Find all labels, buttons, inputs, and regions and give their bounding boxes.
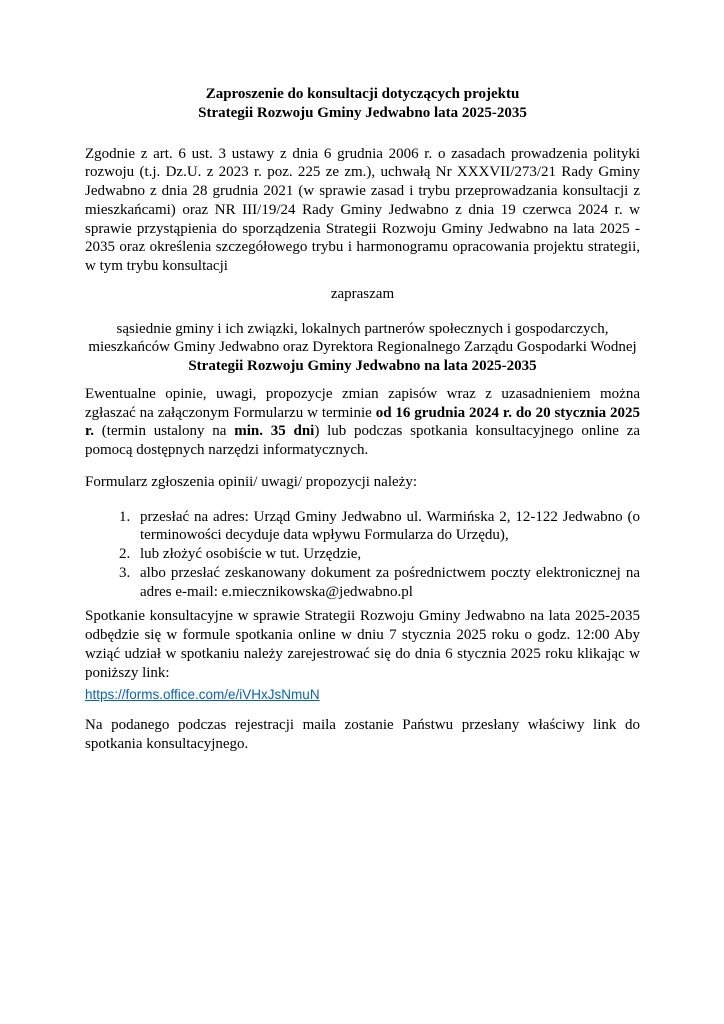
registration-link-line	[85, 686, 640, 704]
feedback-min-days: min. 35 dni	[234, 423, 315, 440]
submission-option-3-text: albo przesłać zeskanowany dokument za pośrednictwem poczty elektronicznej na adres e-mail: e.miecznikowska@jedwabno.pl	[140, 564, 640, 600]
invitation-word: zapraszam	[330, 285, 395, 302]
form-instructions-intro: Formularz zgłoszenia opinii/ uwagi/ propozycji należy:	[85, 473, 417, 490]
title-line-2: Strategii Rozwoju Gminy Jedwabno lata 2025-2035	[198, 104, 527, 121]
feedback-deadline: od 16 grudnia 2024 r. do 20 stycznia 2025 r.	[85, 404, 640, 440]
invitees-text: sąsiednie gminy i ich związki, lokalnych partnerów społecznych i gospodarczych, mieszkańców Gminy Jedwabno oraz Dyrektora Regionalnego Zarządu Gospodarki Wodnej	[88, 320, 637, 356]
submission-options-list	[85, 508, 640, 602]
list-marker-3: 3.	[119, 564, 131, 581]
submission-option-1-text: przesłać na adres: Urząd Gminy Jedwabno ul. Warmińska 2, 12-122 Jedwabno (o terminowości decyduje data wpływu Formularza do Urzędu),	[140, 508, 640, 544]
title-line-1: Zaproszenie do konsultacji dotyczących projektu	[205, 86, 520, 102]
submission-option-2-text: lub złożyć osobiście w tut. Urzędzie,	[140, 546, 362, 562]
feedback-segment-1: Ewentualne opinie, uwagi, propozycje zmian zapisów wraz z uzasadnieniem można zgłaszać na załączonym Formularzu w terminie	[85, 385, 640, 421]
invitees-block	[85, 320, 640, 376]
feedback-segment-3: (termin ustalony na	[94, 423, 235, 440]
list-marker-1: 1.	[119, 508, 131, 525]
submission-option-2	[119, 545, 640, 564]
list-marker-2: 2.	[119, 546, 131, 562]
submission-option-1	[119, 508, 640, 546]
feedback-paragraph	[85, 385, 640, 460]
invitees-strategy-title: Strategii Rozwoju Gminy Jedwabno na lata 2025-2035	[188, 358, 537, 374]
submission-option-3	[119, 564, 640, 602]
legal-basis-paragraph: Zgodnie z art. 6 ust. 3 ustawy z dnia 6 grudnia 2006 r. o zasadach prowadzenia polityki rozwoju (t.j. Dz.U. z 2023 r. poz. 225 ze zm.), uchwałą Nr XXXVII/273/21 Rady Gminy Jedwabno z dnia 28 grudnia 2021 (w sprawie zasad i trybu przeprowadzania konsultacji z mieszkańcami) oraz NR III/19/24 Rady Gminy Jedwabno z dnia 19 czerwca 2024 r. w sprawie przystąpienia do sporządzenia Strategii Rozwoju Gminy Jedwabno na lata 2025 - 2035 oraz określenia szczegółowego trybu i harmonogramu opracowania projektu strategii, w tym trybu konsultacji	[85, 145, 640, 274]
document-title	[85, 85, 640, 123]
meeting-paragraph: Spotkanie konsultacyjne w sprawie Strategii Rozwoju Gminy Jedwabno na lata 2025-2035 odbędzie się w formule spotkania online w dniu 7 stycznia 2025 roku o godz. 12:00 Aby wziąć udział w spotkaniu należy zarejestrować się do dnia 6 stycznia 2025 roku klikając w poniższy link:	[85, 608, 640, 681]
feedback-segment-5: ) lub podczas spotkania konsultacyjnego online za pomocą dostępnych narzędzi informatycznych.	[85, 423, 641, 458]
closing-paragraph: Na podanego podczas rejestracji maila zostanie Państwu przesłany właściwy link do spotkania konsultacyjnego.	[85, 717, 640, 752]
registration-link[interactable]: https://forms.office.com/e/iVHxJsNmuN	[85, 687, 320, 703]
